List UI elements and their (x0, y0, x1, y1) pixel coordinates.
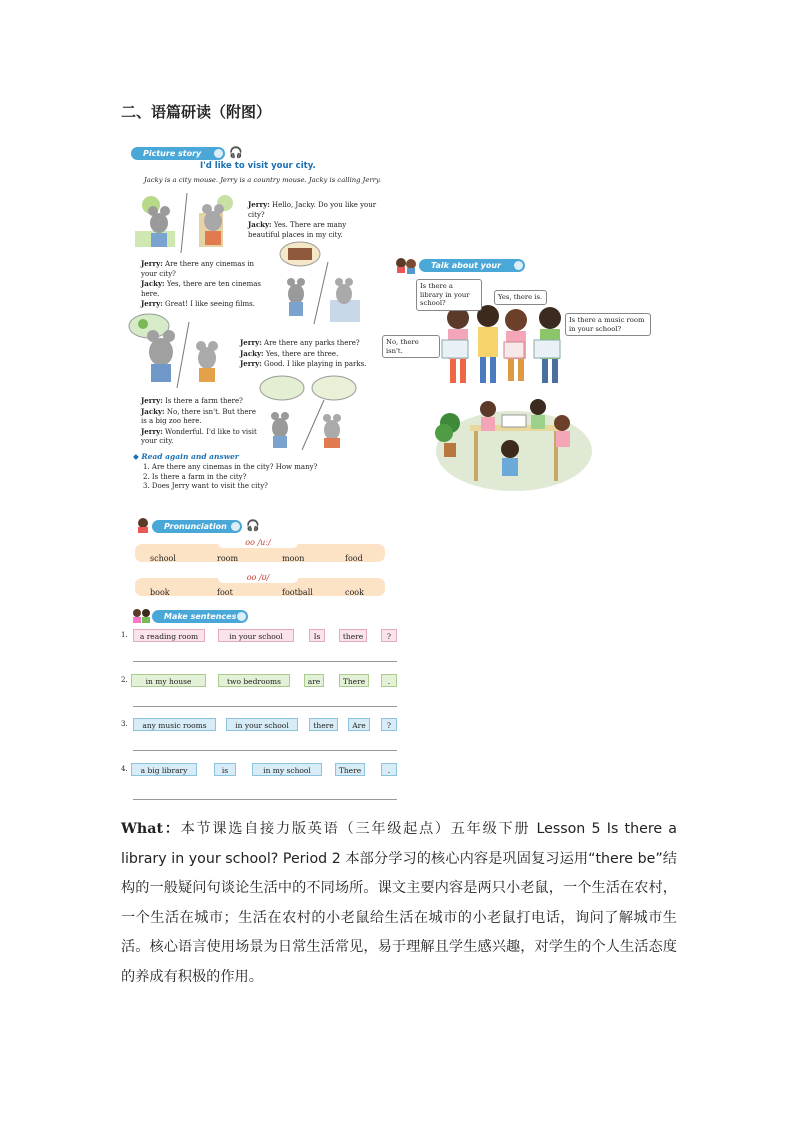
word-moon: moon (282, 554, 305, 563)
kids-icon (131, 606, 153, 624)
bubble-music-room: Is there a music room in your school? (565, 313, 651, 336)
word-football: football (282, 588, 313, 597)
word-card: in my school (252, 763, 322, 776)
word-card: is (214, 763, 236, 776)
item-number: 4. (121, 765, 128, 773)
analysis-text: 本节课选自接力版英语（三年级起点）五年级下册 Lesson 5 Is there a library in your school? Period 2 本部分学习的核心内容是巩固复习运用“there be”结构的一般疑问句谈论生活中的不同场所。课文主要内容是两只小老鼠，一个生活在农村，一个生活在城市；生活在农村的小老鼠给生活在城市的小老鼠打电话，询问了解城市生活。核心语言使用场景为日常生活常见，易于理解且学生感兴趣，对学生的个人生活态度的养成有积极的作用。 (121, 821, 677, 985)
word-card: two bedrooms (218, 674, 290, 687)
kids-icon (394, 256, 420, 274)
word-card: Are (348, 718, 370, 731)
answer-line (133, 661, 397, 662)
item-number: 2. (121, 676, 128, 684)
dialog-1: Jerry: Hello, Jacky. Do you like your city? Jacky: Yes. There are many beautiful places in my city. (248, 200, 377, 239)
headphones-icon: 🎧 (229, 146, 243, 159)
question-3: 3. Does Jerry want to visit the city? (143, 482, 268, 490)
word-card: a reading room (133, 629, 205, 642)
word-cook: cook (345, 588, 364, 597)
question-1: 1. Are there any cinemas in the city? How many? (143, 463, 318, 471)
sound-label-1: oo /uː/ (218, 537, 298, 548)
word-book: book (150, 588, 170, 597)
analysis-paragraph (121, 815, 677, 992)
word-card: There (339, 674, 369, 687)
headphones-icon: 🎧 (246, 519, 260, 532)
classroom-illustration (432, 395, 592, 493)
word-card: . (381, 763, 397, 776)
bubble-no: No, there isn't. (382, 335, 440, 358)
word-foot: foot (217, 588, 233, 597)
panel-4-illustration (254, 374, 366, 450)
pronunciation-banner: Pronunciation (152, 520, 242, 533)
dialog-4: Jerry: Is there a farm there? Jacky: No, there isn't. But there is a big zoo here. Jerry: Wonderful. I'd like to visit your city. (141, 396, 257, 445)
word-card: . (381, 674, 397, 687)
word-card: a big library (131, 763, 197, 776)
word-card: are (304, 674, 324, 687)
word-card: Is (309, 629, 325, 642)
word-card: there (339, 629, 367, 642)
word-card: ? (381, 629, 397, 642)
word-card: there (309, 718, 338, 731)
word-food: food (345, 554, 363, 563)
story-title: I'd like to visit your city. (200, 161, 316, 171)
bubble-yes: Yes, there is. (494, 290, 547, 305)
kid-icon (133, 516, 153, 534)
sound-label-2: oo /ʊ/ (218, 572, 298, 583)
answer-line (133, 799, 397, 800)
story-intro: Jacky is a city mouse. Jerry is a country mouse. Jacky is calling Jerry. (144, 176, 381, 184)
item-number: 1. (121, 631, 128, 639)
panel-2-illustration (278, 240, 363, 324)
picture-story-banner: Picture story (131, 147, 225, 160)
bubble-library: Is there a library in your school? (416, 279, 482, 311)
word-card: There (335, 763, 365, 776)
question-2: 2. Is there a farm in the city? (143, 472, 247, 481)
word-card: in your school (226, 718, 298, 731)
word-card: ? (381, 718, 397, 731)
dialog-3: Jerry: Are there any parks there? Jacky: Yes, there are three. Jerry: Good. I like playing in parks. (240, 338, 367, 368)
dialog-2: Jerry: Are there any cinemas in your city? Jacky: Yes, there are ten cinemas here. Jerry: Great! I like seeing films. (141, 259, 262, 308)
word-card: in my house (131, 674, 206, 687)
word-room: room (217, 554, 239, 563)
word-card: any music rooms (133, 718, 216, 731)
read-again-section: ◆ Read again and answer 1. Are there any cinemas in the city? How many? 2. Is there a farm in the city? 3. Does Jerry want to visit the city? (133, 452, 318, 490)
item-number: 3. (121, 720, 128, 728)
word-school: school (150, 554, 176, 563)
talk-banner: Talk about your (419, 259, 525, 272)
panel-3-illustration (127, 312, 239, 388)
answer-line (133, 706, 397, 707)
section-heading: 二、语篇研读（附图） (121, 103, 272, 121)
what-label: What： (121, 821, 181, 837)
diamond-icon: ◆ (133, 452, 139, 461)
answer-line (133, 750, 397, 751)
panel-1-illustration (129, 193, 247, 253)
word-card: in your school (218, 629, 294, 642)
make-sentences-banner: Make sentences (152, 610, 248, 623)
